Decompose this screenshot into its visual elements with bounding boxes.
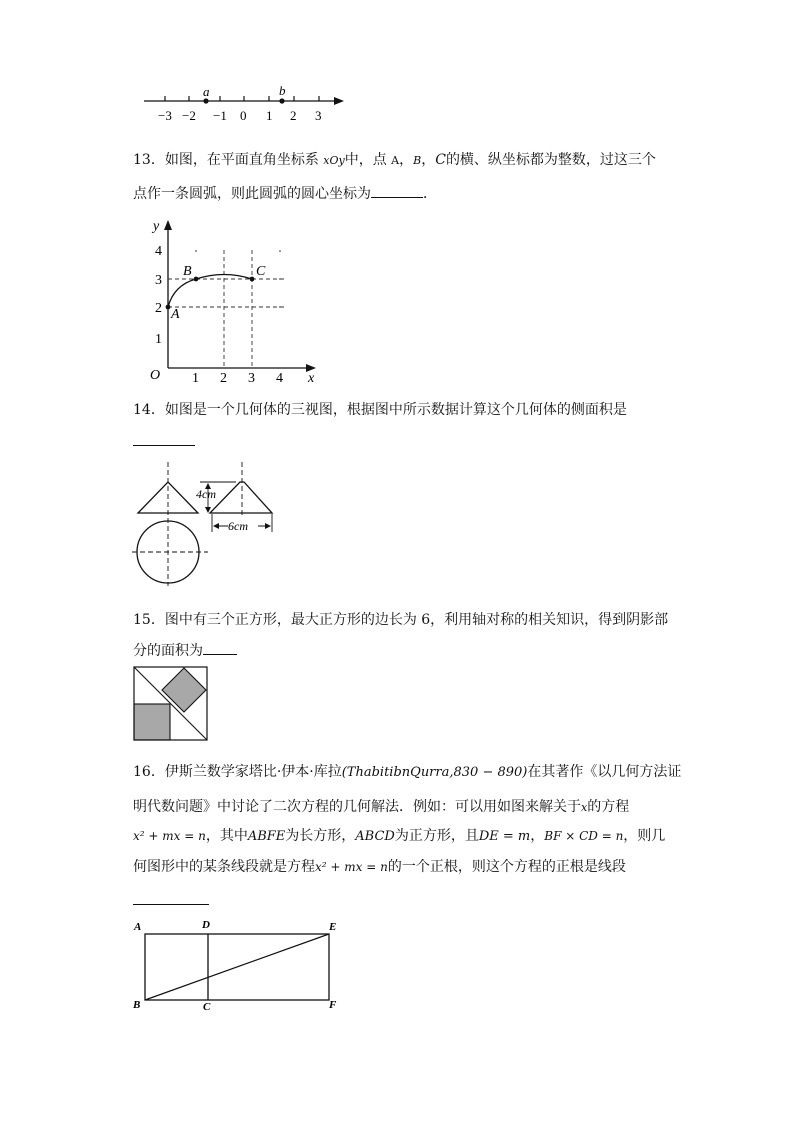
answer-blank[interactable] — [371, 183, 423, 198]
q16-line4-a: 何图形中的某条线段就是方程 — [133, 859, 315, 875]
width-arrow-left — [213, 523, 219, 529]
question-13-line2 — [133, 183, 673, 204]
q13-point-a: A — [391, 154, 400, 167]
vertex-d-label: D — [202, 919, 210, 931]
q14-text: 如图是一个几何体的三视图，根据图中所示数据计算这个几何体的侧面积是 — [164, 402, 627, 418]
answer-blank[interactable] — [133, 431, 195, 446]
vertex-a-label: A — [134, 921, 142, 933]
number-line-arrow — [334, 97, 344, 105]
q15-squares-figure — [132, 665, 210, 743]
y-tick-label: 3 — [155, 273, 162, 288]
number-line-figure — [140, 84, 350, 124]
tick-label: 0 — [240, 108, 247, 123]
x-tick-label: 2 — [220, 371, 227, 386]
q13-point-c: C — [435, 152, 446, 168]
y-tick-label: 2 — [155, 301, 162, 316]
vertex-c-label: C — [203, 1001, 211, 1013]
q16-bf: BF × CD = n — [544, 829, 624, 843]
q15-text-line1: 图中有三个正方形，最大正方形的边长为 6，利用轴对称的相关知识，得到阴影部 — [164, 612, 669, 628]
q16-line3-b: 为长方形， — [285, 828, 356, 844]
point-a-dot — [203, 98, 208, 103]
q16-line1-paren: (ThabitibnQurra,830 − 890) — [341, 765, 528, 780]
q13-line2-end: ． — [423, 186, 437, 202]
tick-label: 2 — [290, 108, 297, 123]
point-a-label: A — [171, 307, 180, 322]
point-a-label: a — [203, 84, 210, 99]
q13-xoy: xOy — [323, 154, 345, 167]
q13-point-b: B — [413, 154, 422, 167]
point-b-dot — [279, 98, 284, 103]
point-a-dot — [166, 305, 171, 310]
q14-three-view-figure — [132, 458, 278, 590]
x-tick-label: 3 — [248, 371, 255, 386]
q16-equation: x² + mx = n — [133, 829, 206, 843]
grid-dot — [279, 278, 281, 280]
x-axis-label: x — [308, 371, 315, 386]
q16-line2-x: x — [581, 801, 588, 814]
q13-coordinate-graph — [140, 214, 330, 386]
point-c-label: C — [256, 264, 266, 279]
y-tick-label: 4 — [155, 244, 162, 259]
question-number: 14． — [133, 402, 165, 418]
origin-label: O — [150, 368, 161, 383]
y-axis-arrow — [164, 220, 172, 230]
q16-abcd: ABCD — [355, 829, 395, 844]
q16-line4-b: 的一个正根，则这个方程的正根是线段 — [387, 859, 626, 875]
vertex-f-label: F — [329, 999, 337, 1011]
q13-text-part2: 中，点 — [344, 152, 387, 168]
vertex-e-label: E — [329, 921, 337, 933]
q13-text-part3: 的横、纵坐标都为整数，过这三个 — [445, 152, 656, 168]
tick-label: −1 — [213, 108, 227, 123]
q13-text-part1: 如图，在平面直角坐标系 — [164, 152, 319, 168]
tick-label: −3 — [158, 108, 172, 123]
q16-line2-b: 的方程 — [587, 799, 630, 815]
y-axis-label: y — [153, 219, 160, 234]
tick-label: 1 — [266, 108, 273, 123]
height-label: 4cm — [196, 487, 216, 501]
q13-line2: 点作一条圆弧，则此圆弧的圆心坐标为 — [133, 186, 371, 202]
question-13-text: 13．如图，在平面直角坐标系 xOy中，点 A，B，C的横、纵坐标都为整数，过这三个 — [133, 152, 656, 168]
question-15-line2 — [133, 640, 673, 661]
q16-line1-a: 伊斯兰数学家塔比·伊本·库拉 — [164, 764, 342, 780]
q16-rectangle-figure — [130, 916, 345, 1016]
q16-de: DE = m — [478, 829, 531, 844]
q16-line2-a: 明代数问题》中讨论了二次方程的几何解法．例如：可以用如图来解关于 — [133, 799, 581, 815]
segment-be — [145, 934, 329, 1000]
q16-line3-c: 为正方形，且 — [394, 828, 479, 844]
q16-line3-e: ，则几 — [623, 828, 666, 844]
question-number: 16． — [133, 764, 165, 780]
question-16-line3 — [133, 826, 693, 847]
q16-abfe: ABFE — [247, 829, 286, 844]
width-arrow-right — [265, 523, 271, 529]
width-label: 6cm — [228, 519, 248, 533]
x-tick-label: 1 — [192, 371, 199, 386]
q16-line3-a: ，其中 — [205, 828, 248, 844]
question-16-line1 — [133, 762, 693, 783]
q16-line3-d: ， — [530, 828, 545, 844]
question-16-line4 — [133, 857, 693, 877]
q16-line1-b: 在其著作《以几何方法证 — [527, 764, 682, 780]
point-b-dot — [194, 277, 199, 282]
q16-equation-2: x² + mx = n — [315, 860, 388, 874]
x-tick-label: 4 — [276, 371, 283, 386]
answer-blank[interactable] — [133, 890, 209, 905]
q15-text-line2: 分的面积为 — [133, 643, 203, 659]
question-15-text — [133, 610, 673, 630]
grid-dot — [195, 250, 197, 252]
grid-dot — [279, 250, 281, 252]
question-number: 13． — [133, 152, 165, 168]
tick-label: 3 — [315, 108, 322, 123]
grid-dot — [279, 306, 281, 308]
answer-blank[interactable] — [203, 640, 237, 655]
point-b-label: B — [183, 264, 192, 279]
shaded-square-lower — [134, 704, 170, 740]
point-b-label: b — [279, 84, 286, 98]
vertex-b-label: B — [133, 999, 141, 1011]
y-tick-label: 1 — [155, 332, 162, 347]
side-view-trapezoid — [210, 482, 272, 513]
question-number: 15． — [133, 612, 165, 628]
point-c-dot — [250, 277, 255, 282]
question-14-text — [133, 400, 673, 420]
tick-label: −2 — [182, 108, 196, 123]
question-16-line2 — [133, 797, 693, 818]
